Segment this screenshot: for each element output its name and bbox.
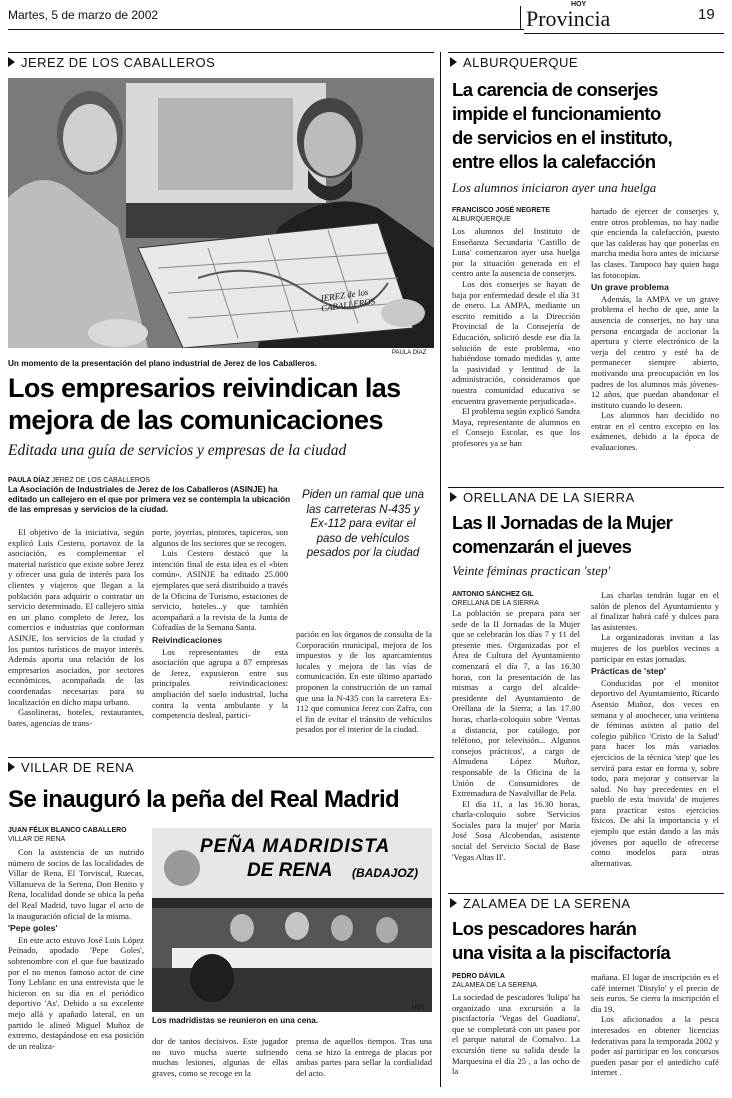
subheading: Prácticas de 'step' — [591, 666, 666, 677]
byline-author: PEDRO DÁVILA — [452, 973, 505, 980]
kicker-jerez — [8, 55, 215, 70]
paragraph: Con la asistencia de un nutrido número de socios de las localidades de Villar de Rena, El Torviscal, Ruecas, Villanueva de la Serena, Don Benito y Rena, localidad donde se ubica la peña del Real Madrid, tuvo lugar el acto de la inauguración oficial de la misma. — [8, 847, 144, 921]
photo-presentation-image — [8, 78, 434, 348]
kicker-rule — [8, 757, 434, 758]
headline-alburquerque-1: La carencia de conserjes — [452, 79, 658, 100]
kicker-label: ORELLANA DE LA SIERRA — [463, 490, 635, 505]
paragraph: En este acto estuvo José Luis López Peinado, apodado 'Pepe Goles', sobrenombre con el que fue bautizado por el no menos famoso actor de cine Tony Leblanc en una entrevista que le hicieron en su día en el periódico deportivo 'As'. Debido a su excelente mejo allá y apañado lateral, en un partido le alineó Miguel Muñoz de extremo, destapándose en esa posición de un realiza- — [8, 934, 144, 1051]
body-jerez-col3 — [296, 629, 432, 749]
column-divider — [440, 52, 441, 1087]
paragraph: Los alumnos del Instituto de Enseñanza Secundaria 'Castillo de Luna' comenzaron ayer una huelga por la situación generada en el centro ante la ausencia de conserjes. — [452, 226, 580, 279]
headline-jerez-1: Los empresarios reivindican las — [8, 373, 401, 403]
paper-name: HOY — [571, 1, 587, 8]
paragraph: El objetivo de la iniciativa, según explicó Luis Cestero, portavoz de la asociación, es complementar el material turístico que existe sobre Jerez y ofrecer una guía de interés para los clientes y viajeros que llegan a la población para adquirir o contratar un servicio determinado. El callejero sitúa en un plano completo de Jerez, los comercios e industrias que conforman ASINJE, los servicios de la ciudad y los puntos turísticos de mayor interés. Además aporta una relación de los empresarios asociados, por sectores económicos, acompañada de las coordenadas necesarias para su localización en dicho mapa urbano. — [8, 527, 144, 707]
headline-jerez-2: mejora de las comunicaciones — [8, 405, 383, 435]
headline-alburquerque-3: de servicios en el instituto, — [452, 127, 673, 148]
banner-line-1: PEÑA MADRIDISTA — [200, 836, 391, 857]
paragraph: mañana. El lugar de inscripción es el café internet 'Distylo' y el precio de seis euros. Se cierra la inscripción el día 19. — [591, 972, 719, 1014]
kicker-label: ZALAMEA DE LA SERENA — [463, 896, 631, 911]
paragraph: Luis Cestero destacó que la intención final de esta idea es el «bien común». ASINJE ha editado 25.000 ejemplares que será distribuido a través de la Oficina de Turismo, estaciones de servicio, hoteles...y que también acompañará a la revista de la Junta de Cofradías de la Semana Santa. — [152, 548, 288, 633]
byline-place: ORELLANA DE LA SIERRA — [452, 600, 539, 607]
byline-place: ALBURQUERQUE — [452, 216, 511, 223]
paragraph: La población se prepara para ser sede de la II Jornadas de la Mujer que se celebrarán los días 7 y 11 del presente mes. Organizadas por el Área de Cultura del Ayuntamiento comenzará el día 7, a las 16.30 horas, con la presentación de las mismas a cargo del alcalde-presidente del Ayuntamiento de Orellana de la Sierra; a las 17.00 horas, charla-coloquio sobre 'Ventas a distancia, por catálogo, por teléfono, por televisión... Algunos consejos prácticos', a cargo de Almudena López Muñoz, responsable de la Oficina de la Unión de Consumidores de Extremadura de Navalvillar de Pela. — [452, 608, 580, 799]
body-orellana-col2 — [591, 590, 719, 888]
photo-caption-villar: Los madridistas se reunieron en una cena. — [152, 1016, 319, 1025]
subhead-orellana: Veinte féminas practican 'step' — [452, 563, 611, 578]
pull-quote-jerez: Piden un ramal que una las carreteras N-435 y Ex-112 para evitar el paso de vehículos pesados por la ciudad — [301, 489, 425, 559]
paragraph: La sociedad de pescadores 'Iulipa' ha organizado una excursión a la piscifactoría 'Vegas del Guadiana', que se completará con un paseo por el parque natural de Cornalvo. La excursión tiene su salida desde la Marquesina el día 25 , a las ocho de la — [452, 992, 580, 1077]
byline-author: JUAN FÉLIX BLANCO CABALLERO — [8, 827, 127, 834]
section-divider — [520, 6, 521, 30]
kicker-rule — [8, 52, 434, 53]
body-orellana-col1 — [452, 608, 580, 888]
subheading: Reivindicaciones — [152, 634, 223, 645]
body-jerez-col1 — [8, 527, 144, 749]
kicker-label: ALBURQUERQUE — [463, 55, 579, 70]
byline-author: FRANCISCO JOSÉ NEGRETE — [452, 207, 551, 214]
body-zalamea-col2 — [591, 972, 719, 1090]
byline-place: VILLAR DE RENA — [8, 836, 66, 843]
kicker-orellana — [450, 490, 635, 505]
kicker-rule — [448, 52, 724, 53]
kicker-arrow-icon — [450, 492, 457, 502]
paragraph: Los representantes de esta asociación que agrupa a 87 empresas de Jerez, expusieron entre sus principales reivindicaciones: ampliación del suelo industrial, lucha contra la venta ambulante y la competencia desleal, partici- — [152, 646, 288, 721]
photo-villar-dinner — [152, 828, 432, 1012]
photo-caption-jerez: Un momento de la presentación del plano industrial de Jerez de los Caballeros. — [8, 359, 317, 368]
paragraph: Los aficionados a la pesca interesados en obtener licencias federativas para la temporada 2002 y poder así participar en los concursos pueden pasar por el antedicho café internet . — [591, 1014, 719, 1078]
kicker-arrow-icon — [450, 898, 457, 908]
paragraph: hartado de ejercer de conserjes y, entre otros problemas, no hay nadie que encienda la calefacción, puesto que las calderas hay que ponerlas en marcha media hora antes de iniciarse las clases. Tampoco hay quien haga las fotocopias. — [591, 206, 719, 280]
body-villar-col2 — [152, 1036, 288, 1090]
subheading: Un grave problema — [591, 282, 669, 293]
page-number: 19 — [698, 6, 715, 23]
subheading: 'Pepe goles' — [8, 923, 58, 934]
paragraph: Los alumnos han decidido no entrar en el centro excepto en los exámenes, debido a la época de evaluaciones. — [591, 410, 719, 453]
kicker-villar — [8, 760, 134, 775]
headline-alburquerque-2: impide el funcionamiento — [452, 103, 661, 124]
byline-orellana — [452, 590, 539, 608]
body-jerez-col2 — [152, 527, 288, 749]
paragraph: El día 11, a las 16.30 horas, charla-coloquio sobre 'Servicios Sociales para la mujer' por María José Sosa Alcobendas, asistente social del Servicio Social de Base 'Vegas Altas II'. — [452, 798, 580, 862]
paragraph: pación en los órganos de consulta de la Corporación municipal, mejora de los impuestos y de los aparcamientos locales y mejora de las vías de comunicación. En este último apartado proponen la construcción de un ramal que una la N-435 con la carretera Ex-112 que comunica Jerez con Zafra, con el fin de evitar el tránsito de vehículos pesados por el interior de la ciudad. — [296, 629, 432, 735]
banner-line-2: DE RENA — [247, 860, 333, 881]
kicker-rule — [448, 487, 724, 488]
paragraph: dor de tantos decisivos. Este jugador no tuvo mucha suerte sufriendo muchas lesiones, algunas de ellas graves, como se recoge en la — [152, 1036, 288, 1078]
subhead-alburquerque: Los alumnos iniciaron ayer una huelga — [452, 180, 657, 195]
paragraph: Las charlas tendrán lugar en el salón de plenos del Ayuntamiento y al finalizar habrá café y dulces para las asistentes. — [591, 590, 719, 632]
paragraph: porte, joyerías, pintores, tapiceros, son algunos de los sectores que se recogen. — [152, 527, 288, 548]
kicker-rule — [448, 893, 724, 894]
lead-jerez: La Asociación de Industriales de Jerez de los Caballeros (ASINJE) ha editado un callejero en el que por primera vez se contempla la ubicación de las empresas y servicios de la ciudad. — [8, 485, 291, 514]
photo-credit-villar: HOY — [412, 1005, 426, 1011]
kicker-arrow-icon — [8, 762, 15, 772]
headline-orellana-1: Las II Jornadas de la Mujer — [452, 512, 673, 533]
photo-credit-jerez: PAULA DÍAZ — [392, 350, 427, 356]
photo-jerez-presentation — [8, 78, 434, 348]
subhead-jerez: Editada una guía de servicios y empresas de la ciudad — [8, 442, 347, 459]
page-date: Martes, 5 de marzo de 2002 — [8, 8, 159, 22]
paragraph: Además, la AMPA ve un grave problema el hecho de que, ante la ausencia de conserjes, no hay una persona encargada de accionar la apertura y cierre electrónico de la verja del centro y esté ha de permanecer siempre abierto, motivando una preocupación en los padres de los alumnos más jóvenes- 12 años, que puedan abandonar el instituto cuando lo deseen. — [591, 293, 719, 410]
byline-place: ZALAMEA DE LA SERENA — [452, 982, 537, 989]
byline-villar — [8, 826, 127, 844]
paragraph: prensa de aquellos tiempos. Tras una cena se hizo la entrega de placas por ambas partes para sellar la cordialidad del acto. — [296, 1036, 432, 1078]
header-rule — [8, 29, 524, 30]
kicker-arrow-icon — [450, 57, 457, 67]
section-title: Provincia — [526, 6, 611, 31]
kicker-label: VILLAR DE RENA — [21, 760, 135, 775]
body-villar-col3 — [296, 1036, 432, 1090]
paragraph: Gasolineras, hoteles, restaurantes, bares, agencias de trans- — [8, 707, 144, 728]
map-title: JEREZ de los CABALLEROS — [318, 286, 376, 314]
body-alburquerque-col2 — [591, 206, 719, 484]
paragraph: Conducidas por el monitor deportivo del Ayuntamiento, Ricardo Asensio Muñoz, dos veces en semana y al anochecer, una veintena de féminas asisten al patio del colegio público 'Cristo de la Salud' para hacer los más variados ejercicios de la técnica 'step' que les servirá para estar en forma y, sobre todo, para mejorar y conservar la salud. No hay precedentes en el pueblo de esta 'movida' de mujeres para practicar estos ejercicios físicos. De ahí la importancia y el ejemplo que están dando a las más jóvenes por aquello de ofrecerse como modelos para otras alternativas. — [591, 677, 719, 868]
paragraph: Los dos conserjes se hayan de baja por enfermedad desde el día 31 de enero. La AMPA, mediante un escrito remitido a la Dirección Provincial de la Consejería de Educación, solicitó desde ese día la solución de este problema, «no habiéndose tomado medidas y, ante la pasividad y lentitud de la administración, consideramos que nuestra comunidad educativa se encuentra gravemente perjudicada». — [452, 278, 580, 406]
kicker-arrow-icon — [8, 57, 15, 67]
byline-author: PAULA DÍAZ JEREZ DE LOS CABALLEROS — [8, 477, 150, 484]
headline-alburquerque-4: entre ellos la calefacción — [452, 151, 656, 172]
body-zalamea-col1 — [452, 992, 580, 1090]
byline-zalamea — [452, 972, 537, 990]
paragraph: El problema según explicó Sandra Maya, representante de alumnos en el Consejo Escolar, es que los profesores ya se han — [452, 406, 580, 448]
header-rule-right — [524, 33, 724, 34]
headline-zalamea-1: Los pescadores harán — [452, 918, 637, 939]
kicker-zalamea — [450, 896, 631, 911]
headline-villar: Se inauguró la peña del Real Madrid — [8, 786, 400, 813]
body-alburquerque-col1 — [452, 226, 580, 484]
byline-jerez — [8, 476, 150, 485]
headline-orellana-2: comenzarán el jueves — [452, 536, 632, 557]
kicker-alburquerque — [450, 55, 578, 70]
banner-line-3: (BADAJOZ) — [352, 866, 418, 880]
paragraph: La organizadoras invitan a las mujeres de los pueblos vecinos a participar en estas jornadas. — [591, 632, 719, 664]
headline-zalamea-2: una visita a la piscifactoría — [452, 942, 671, 963]
byline-author: ANTONIO SÁNCHEZ GIL — [452, 591, 534, 598]
body-villar-col1 — [8, 847, 144, 1089]
kicker-label: JEREZ DE LOS CABALLEROS — [21, 55, 216, 70]
byline-alburquerque — [452, 206, 550, 224]
